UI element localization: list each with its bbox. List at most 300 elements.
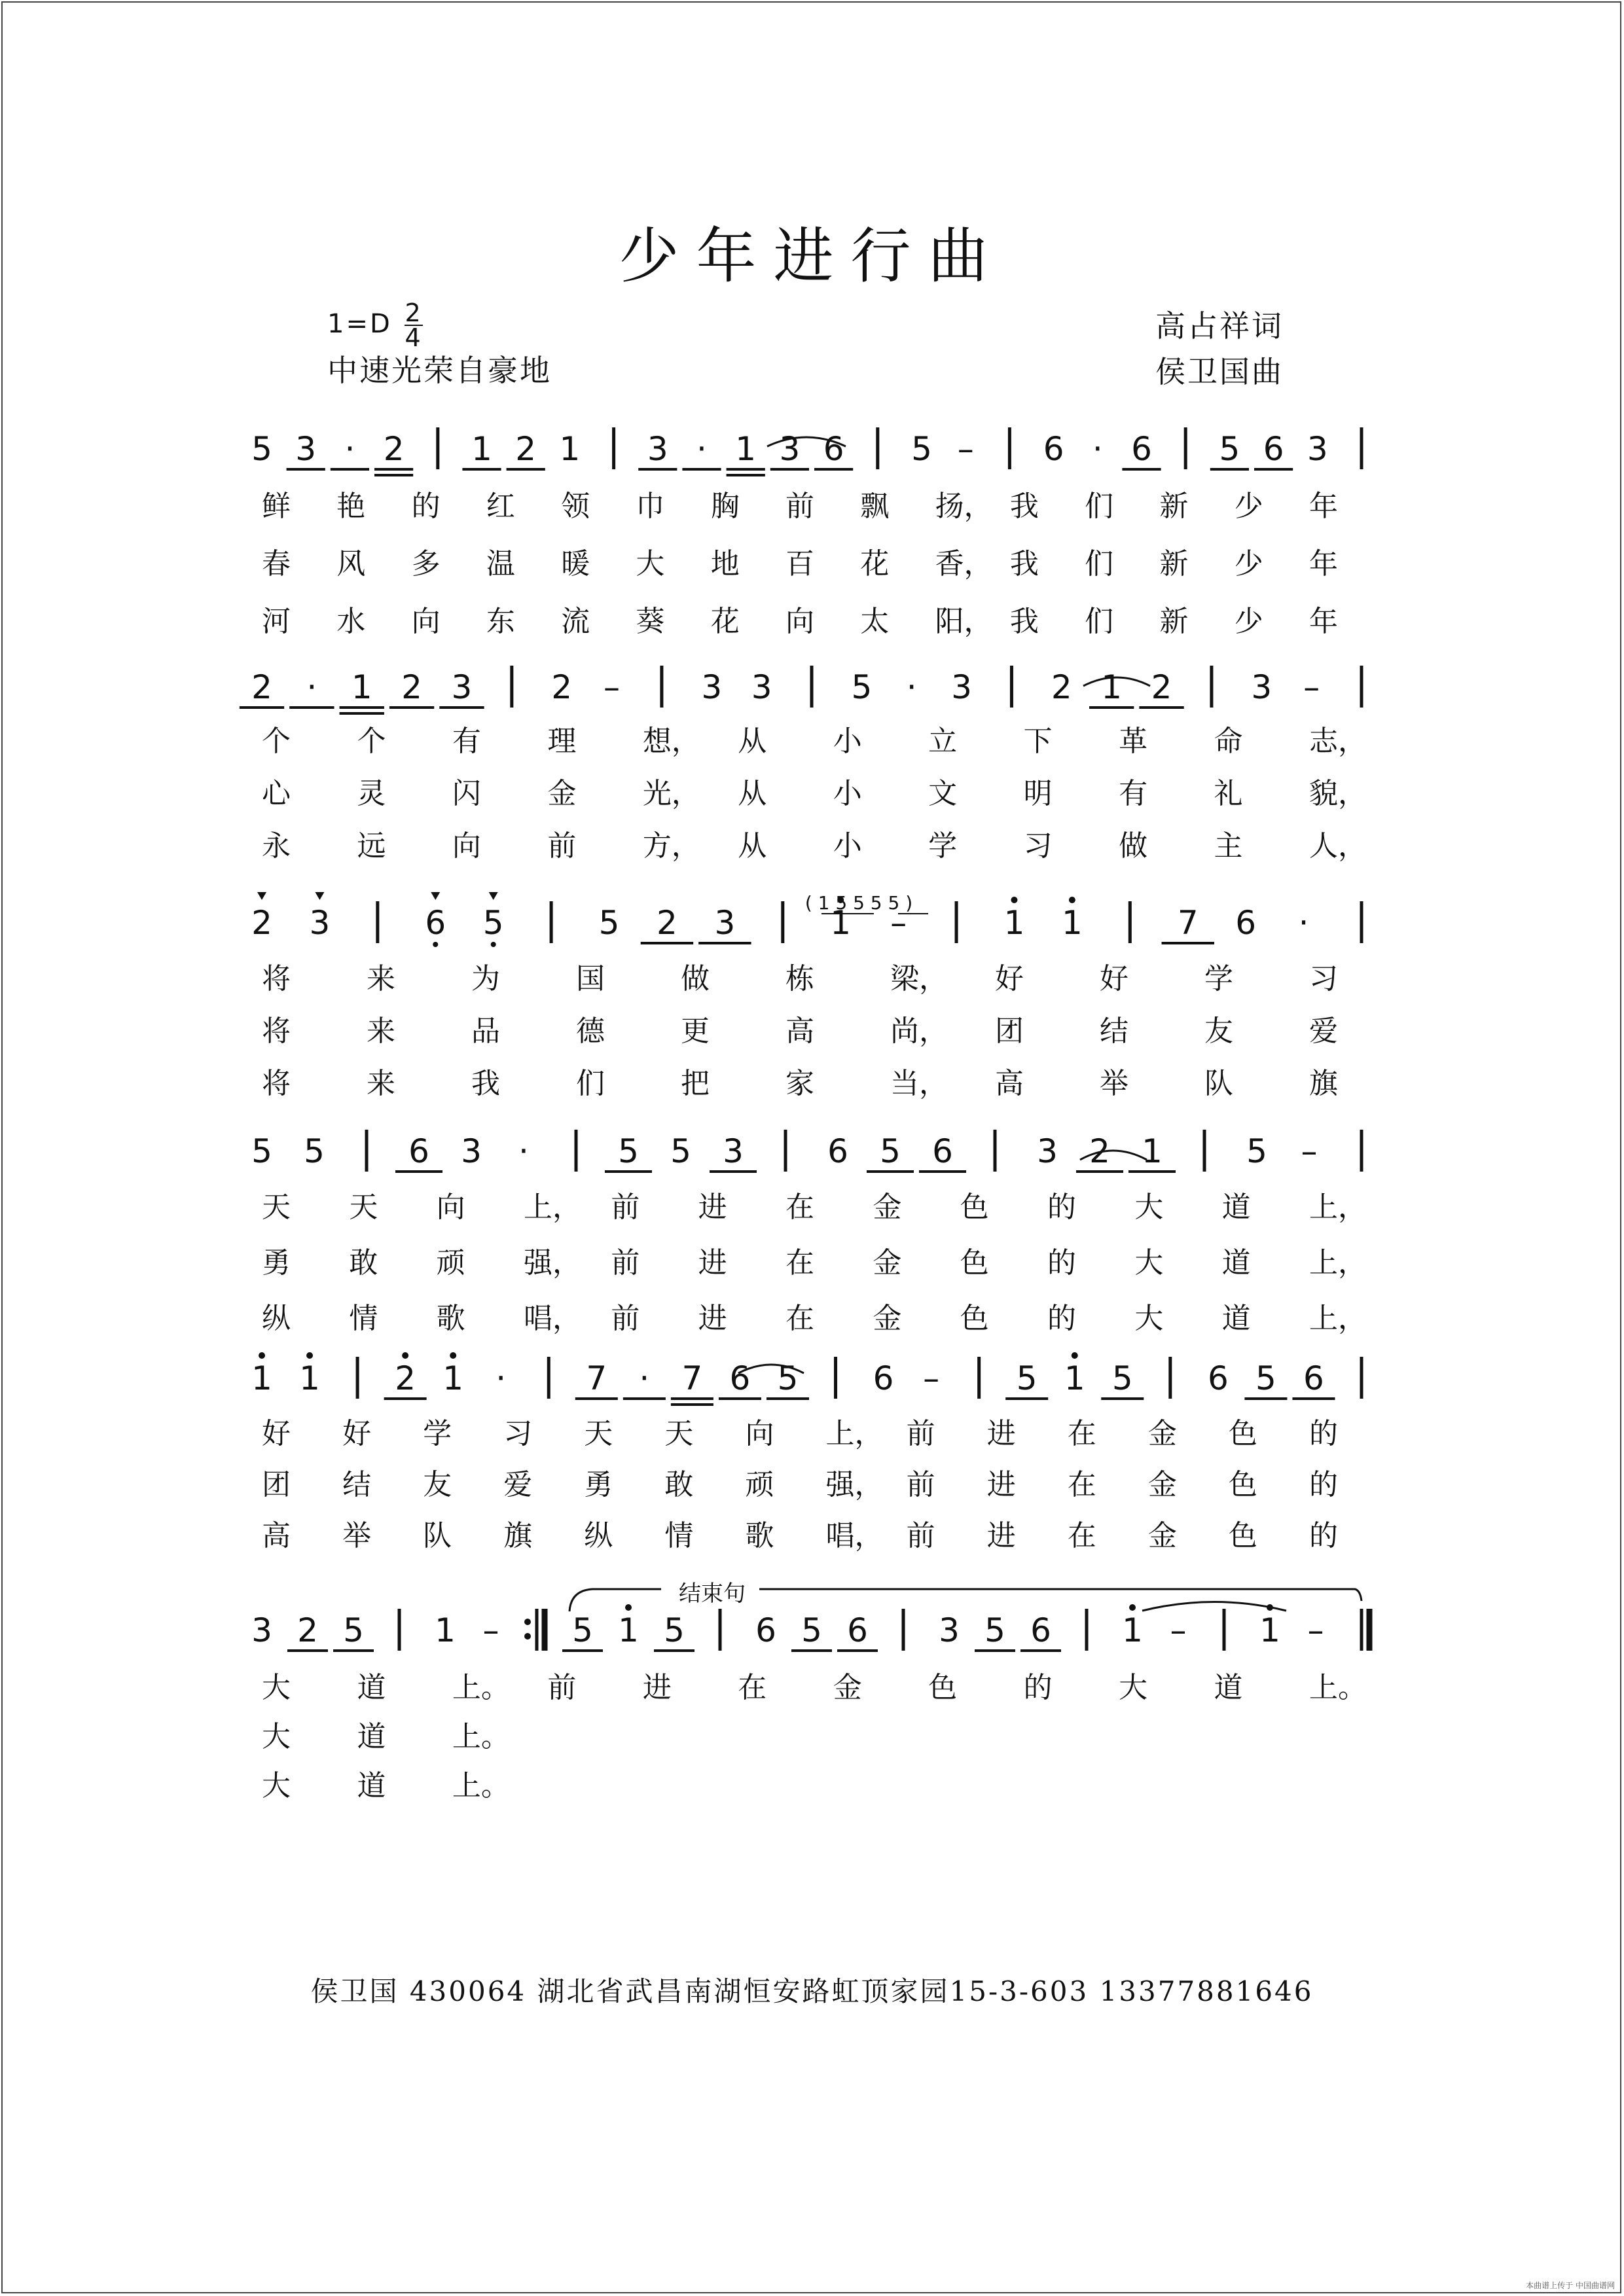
lyric-syllable: 大	[1134, 1246, 1164, 1280]
note-1: 1	[1101, 668, 1123, 706]
lyric-syllable: 金	[833, 1671, 862, 1704]
lyric-syllable: 少	[1234, 605, 1263, 638]
note-1: 1	[442, 1359, 464, 1397]
note-6: 6	[1235, 904, 1257, 942]
lyric-syllable: 向	[745, 1417, 774, 1450]
lyric-syllable: 胸	[710, 490, 740, 523]
lyric-syllable: 文	[928, 777, 958, 810]
octave-dot-low	[433, 942, 438, 947]
note-5: 5	[251, 430, 272, 468]
lyric-syllable: 进	[698, 1246, 727, 1280]
note-3: 3	[939, 1611, 960, 1649]
lyric-syllable: 领	[561, 490, 590, 523]
lyric-syllable: 从	[738, 725, 767, 758]
lyric-syllable: 礼	[1214, 777, 1243, 810]
note-3: 3	[779, 430, 801, 468]
lyric-syllable: 金	[873, 1302, 902, 1335]
lyric-syllable: 敢	[664, 1468, 694, 1501]
dash-extension: –	[604, 668, 621, 706]
lyric-syllable: 队	[1204, 1067, 1233, 1100]
lyric-syllable: 爱	[503, 1468, 533, 1501]
note-1: 1	[1061, 904, 1083, 942]
lyric-syllable: 新	[1159, 490, 1189, 523]
lyric-syllable: 上。	[452, 1720, 510, 1753]
lyric-syllable: 金	[547, 777, 577, 810]
note-1: 1	[1142, 1132, 1163, 1170]
lyric-syllable: 道	[357, 1769, 386, 1803]
key-label: 1=D	[327, 309, 392, 339]
note-5: 5	[851, 668, 873, 706]
lyric-syllable: 少	[1234, 547, 1263, 581]
lyric-syllable: 闪	[452, 777, 481, 810]
grace-notes: ( 1 5 5 5 5 )	[804, 892, 913, 914]
lyric-syllable: 强，	[825, 1468, 884, 1501]
note-1: 1	[618, 1611, 639, 1649]
lyric-syllable: 心	[262, 777, 291, 810]
accent-mark	[489, 892, 498, 900]
lyric-syllable: 大	[1134, 1191, 1164, 1224]
note-1: 1	[1003, 904, 1025, 942]
lyric-syllable: 们	[1085, 547, 1114, 581]
note-1: 1	[1259, 1611, 1280, 1649]
lyric-syllable: 勇	[262, 1246, 291, 1280]
lyric-syllable: 梁，	[890, 962, 948, 996]
lyric-syllable: 们	[576, 1067, 605, 1100]
lyric-syllable: 习	[1309, 962, 1338, 996]
lyric-syllable: 色	[1228, 1519, 1257, 1552]
dash-extension: –	[923, 1359, 940, 1397]
lyric-syllable: 色	[1228, 1417, 1257, 1450]
augmentation-dot: ·	[306, 668, 317, 706]
lyric-syllable: 家	[785, 1067, 814, 1100]
lyric-syllable: 温	[486, 547, 515, 581]
lyric-syllable: 唱，	[524, 1302, 581, 1335]
lyric-syllable: 团	[262, 1468, 291, 1501]
lyric-syllable: 爱	[1309, 1014, 1338, 1048]
augmentation-dot: ·	[344, 430, 355, 468]
note-2: 2	[1151, 668, 1172, 706]
lyric-syllable: 鲜	[262, 490, 291, 523]
note-5: 5	[1246, 1132, 1267, 1170]
lyric-syllable: 情	[349, 1302, 378, 1335]
accent-mark	[431, 892, 440, 900]
lyric-syllable: 扬，	[935, 490, 993, 523]
accent-mark	[315, 892, 324, 900]
note-3: 3	[751, 668, 772, 706]
lyric-syllable: 友	[1204, 1014, 1233, 1048]
lyric-syllable: 进	[986, 1417, 1016, 1450]
lyric-syllable: 向	[785, 605, 814, 638]
note-6: 6	[823, 430, 844, 468]
lyric-syllable: 永	[262, 829, 291, 863]
lyric-syllable: 来	[367, 1067, 395, 1100]
lyric-syllable: 色	[960, 1246, 989, 1280]
dash-extension: –	[1307, 1611, 1324, 1649]
lyric-syllable: 进	[698, 1302, 727, 1335]
lyric-syllable: 来	[367, 962, 395, 996]
lyric-syllable: 大	[262, 1769, 291, 1803]
note-6: 6	[1263, 430, 1284, 468]
lyric-syllable: 前	[611, 1191, 640, 1224]
lyric-syllable: 举	[1100, 1067, 1128, 1100]
lyric-syllable: 习	[1023, 829, 1053, 863]
lyric-syllable: 地	[710, 547, 740, 581]
dash-extension: –	[482, 1611, 499, 1649]
repeat-dot	[524, 1619, 531, 1625]
note-6: 6	[932, 1132, 953, 1170]
note-3: 3	[1307, 430, 1328, 468]
lyric-syllable: 好	[342, 1417, 372, 1450]
lyric-syllable: 做	[681, 962, 710, 996]
lyric-syllable: 大	[262, 1671, 291, 1704]
augmentation-dot: ·	[1298, 904, 1309, 942]
note-3: 3	[647, 430, 668, 468]
lyric-syllable: 金	[1147, 1468, 1177, 1501]
lyric-syllable: 高	[995, 1067, 1024, 1100]
lyric-syllable: 结	[342, 1468, 372, 1501]
lyric-syllable: 前	[785, 490, 814, 523]
lyric-syllable: 做	[1119, 829, 1148, 863]
lyric-syllable: 道	[357, 1720, 386, 1753]
note-3: 3	[295, 430, 317, 468]
note-5: 5	[618, 1132, 639, 1170]
note-6: 6	[1303, 1359, 1324, 1397]
slur-mark	[1142, 1602, 1286, 1611]
note-3: 3	[714, 904, 736, 942]
lyric-syllable: 方，	[642, 829, 700, 863]
dash-extension: –	[957, 430, 974, 468]
lyric-syllable: 巾	[636, 490, 665, 523]
lyric-syllable: 将	[262, 1014, 291, 1048]
time-sig-bottom: 4	[405, 323, 423, 352]
lyric-syllable: 勇	[584, 1468, 613, 1501]
tempo-marking: 中速光荣自豪地	[327, 353, 552, 388]
lyric-syllable: 为	[471, 962, 500, 996]
lyric-syllable: 敢	[349, 1246, 378, 1280]
lyric-syllable: 小	[833, 829, 862, 863]
lyric-syllable: 团	[995, 1014, 1024, 1048]
composer-credit: 侯卫国曲	[1155, 354, 1284, 389]
lyric-syllable: 在	[785, 1191, 814, 1224]
lyric-syllable: 在	[785, 1246, 814, 1280]
lyric-syllable: 人，	[1309, 829, 1367, 863]
lyric-syllable: 天	[664, 1417, 694, 1450]
lyric-syllable: 上。	[1309, 1671, 1367, 1704]
lyric-syllable: 顽	[745, 1468, 774, 1501]
note-1: 1	[351, 668, 372, 706]
note-3: 3	[1037, 1132, 1058, 1170]
score-system-1	[251, 427, 1362, 475]
score-system-2	[240, 666, 1362, 713]
lyric-syllable: 结	[1100, 1014, 1128, 1048]
note-1: 1	[559, 430, 581, 468]
lyric-syllable: 上，	[1309, 1302, 1367, 1335]
time-sig-top: 2	[405, 298, 423, 327]
lyric-syllable: 暖	[561, 547, 590, 581]
lyric-syllable: 河	[262, 605, 291, 638]
lyric-syllable: 们	[1085, 605, 1114, 638]
lyric-syllable: 远	[357, 829, 386, 863]
note-3: 3	[251, 1611, 272, 1649]
lyric-syllable: 天	[349, 1191, 378, 1224]
corner-watermark: 本曲谱上传于 中国曲谱网	[1526, 2281, 1615, 2290]
note-1: 1	[299, 1359, 320, 1397]
song-title: 少年进行曲	[619, 221, 1005, 291]
dash-extension: –	[1301, 1132, 1318, 1170]
lyric-syllable: 前	[547, 1671, 577, 1704]
note-3: 3	[701, 668, 723, 706]
lyric-syllable: 前	[906, 1417, 935, 1450]
note-3: 3	[723, 1132, 744, 1170]
lyric-syllable: 前	[547, 829, 577, 863]
lyric-syllable: 品	[471, 1014, 500, 1048]
note-5: 5	[801, 1611, 822, 1649]
lyric-syllable: 貌，	[1309, 777, 1367, 810]
lyric-syllable: 情	[664, 1519, 694, 1552]
lyric-syllable: 前	[611, 1302, 640, 1335]
lyric-syllable: 水	[336, 605, 366, 638]
note-1: 1	[251, 1359, 272, 1397]
lyric-syllable: 在	[1067, 1468, 1096, 1501]
lyric-syllable: 向	[452, 829, 481, 863]
lyric-syllable: 色	[960, 1302, 989, 1335]
lyric-syllable: 色	[928, 1671, 958, 1704]
lyric-syllable: 高	[262, 1519, 291, 1552]
lyric-syllable: 少	[1234, 490, 1263, 523]
lyric-syllable: 的	[1309, 1468, 1338, 1501]
lyric-syllable: 在	[785, 1302, 814, 1335]
lyric-syllable: 顽	[436, 1246, 465, 1280]
dash-extension: –	[1303, 668, 1320, 706]
lyric-syllable: 的	[1047, 1302, 1076, 1335]
lyric-syllable: 歌	[436, 1302, 465, 1335]
note-5: 5	[304, 1132, 325, 1170]
note-1: 1	[1064, 1359, 1085, 1397]
lyric-syllable: 高	[785, 1014, 814, 1048]
octave-dot-high	[1129, 1604, 1136, 1611]
lyric-syllable: 唱，	[825, 1519, 884, 1552]
accent-mark	[257, 892, 266, 900]
note-5: 5	[984, 1611, 1005, 1649]
note-5: 5	[482, 904, 504, 942]
lyric-syllable: 前	[906, 1519, 935, 1552]
lyric-syllable: 花	[860, 547, 890, 581]
lyric-syllable: 的	[1309, 1519, 1338, 1552]
lyric-syllable: 在	[1067, 1519, 1096, 1552]
note-5: 5	[343, 1611, 364, 1649]
lyric-syllable: 个	[262, 725, 291, 758]
lyric-syllable: 金	[873, 1191, 902, 1224]
lyric-syllable: 百	[785, 547, 814, 581]
lyric-syllable: 明	[1023, 777, 1053, 810]
note-2: 2	[1089, 1132, 1110, 1170]
lyric-syllable: 学	[423, 1417, 452, 1450]
note-5: 5	[1255, 1359, 1276, 1397]
lyric-syllable: 道	[1221, 1191, 1251, 1224]
lyric-syllable: 大	[636, 547, 665, 581]
lyric-syllable: 的	[411, 490, 441, 523]
note-3: 3	[461, 1132, 482, 1170]
note-5: 5	[670, 1132, 691, 1170]
lyric-syllable: 道	[1214, 1671, 1243, 1704]
note-6: 6	[1043, 430, 1064, 468]
lyric-syllable: 多	[411, 547, 441, 581]
augmentation-dot: ·	[906, 668, 917, 706]
lyric-syllable: 天	[584, 1417, 613, 1450]
note-1: 1	[435, 1611, 456, 1649]
octave-dot-high	[450, 1352, 456, 1359]
lyric-syllable: 的	[1023, 1671, 1053, 1704]
lyric-syllable: 我	[471, 1067, 500, 1100]
lyric-syllable: 的	[1047, 1246, 1076, 1280]
lyric-syllable: 更	[681, 1014, 710, 1048]
score-system-6	[251, 1604, 1369, 1651]
lyric-syllable: 个	[357, 725, 386, 758]
lyric-syllable: 在	[738, 1671, 767, 1704]
lyric-syllable: 习	[503, 1417, 533, 1450]
lyric-syllable: 上，	[825, 1417, 884, 1450]
note-6: 6	[755, 1611, 776, 1649]
lyric-syllable: 东	[486, 605, 515, 638]
ending-bracket	[569, 1589, 661, 1611]
lyric-syllable: 好	[1100, 962, 1128, 996]
lyric-syllable: 阳，	[935, 605, 993, 638]
lyric-syllable: 命	[1214, 725, 1243, 758]
lyric-syllable: 学	[928, 829, 958, 863]
note-5: 5	[911, 430, 932, 468]
lyric-syllable: 上。	[452, 1769, 510, 1803]
note-1: 1	[1122, 1611, 1143, 1649]
ending-label: 结束句	[679, 1581, 746, 1607]
lyric-syllable: 小	[833, 777, 862, 810]
lyric-syllable: 志，	[1309, 725, 1367, 758]
lyric-syllable: 道	[357, 1671, 386, 1704]
lyric-syllable: 纵	[584, 1519, 613, 1552]
lyric-syllable: 的	[1047, 1191, 1076, 1224]
note-2: 2	[657, 904, 677, 942]
lyric-syllable: 红	[486, 490, 515, 523]
lyric-syllable: 歌	[745, 1519, 774, 1552]
lyric-syllable: 花	[710, 605, 740, 638]
lyric-syllable: 年	[1309, 490, 1338, 523]
note-7: 7	[681, 1359, 703, 1397]
lyric-syllable: 理	[547, 725, 577, 758]
note-5: 5	[1111, 1359, 1133, 1397]
lyric-syllable: 灵	[357, 777, 386, 810]
note-6: 6	[729, 1359, 751, 1397]
lyric-syllable: 进	[698, 1191, 727, 1224]
lyricist-credit: 高占祥词	[1155, 308, 1284, 344]
note-1: 1	[471, 430, 492, 468]
octave-dot-high	[259, 1352, 265, 1359]
lyric-syllable: 主	[1214, 829, 1243, 863]
lyric-syllable: 色	[1228, 1468, 1257, 1501]
octave-dot-high	[625, 1604, 632, 1611]
note-2: 2	[251, 668, 272, 706]
note-6: 6	[1207, 1359, 1229, 1397]
lyric-syllable: 立	[928, 725, 958, 758]
lyric-syllable: 上，	[1309, 1191, 1367, 1224]
note-2: 2	[395, 1359, 416, 1397]
octave-dot-high	[1072, 1352, 1078, 1359]
lyric-syllable: 好	[995, 962, 1024, 996]
lyric-syllable: 我	[1009, 547, 1039, 581]
lyric-syllable: 我	[1009, 490, 1039, 523]
lyric-syllable: 纵	[262, 1302, 291, 1335]
lyric-syllable: 在	[1067, 1417, 1096, 1450]
note-1: 1	[735, 430, 757, 468]
lyric-syllable: 从	[738, 777, 767, 810]
augmentation-dot: ·	[518, 1132, 529, 1170]
lyric-syllable: 们	[1085, 490, 1114, 523]
octave-dot-high	[1011, 897, 1017, 903]
note-6: 6	[847, 1611, 868, 1649]
lyric-syllable: 栋	[785, 962, 814, 996]
note-2: 2	[383, 430, 405, 468]
note-5: 5	[251, 1132, 272, 1170]
lyric-syllable: 有	[1119, 777, 1148, 810]
lyric-syllable: 新	[1159, 547, 1189, 581]
contact-footer: 侯卫国 430064 湖北省武昌南湖恒安路虹顶家园15-3-603 13377881646	[310, 1975, 1314, 2007]
augmentation-dot: ·	[496, 1359, 507, 1397]
note-3: 3	[1251, 668, 1272, 706]
lyric-syllable: 友	[423, 1468, 452, 1501]
lyric-syllable: 年	[1309, 547, 1338, 581]
lyric-syllable: 上，	[524, 1191, 581, 1224]
note-2: 2	[401, 668, 422, 706]
lyric-syllable: 有	[452, 725, 481, 758]
lyric-syllable: 前	[611, 1246, 640, 1280]
lyric-syllable: 葵	[636, 605, 665, 638]
lyric-syllable: 上，	[1309, 1246, 1367, 1280]
lyric-syllable: 大	[1134, 1302, 1164, 1335]
lyric-syllable: 把	[681, 1067, 710, 1100]
lyric-syllable: 太	[860, 605, 890, 638]
note-3: 3	[309, 904, 331, 942]
lyric-syllable: 尚，	[890, 1014, 948, 1048]
lyric-syllable: 将	[262, 1067, 291, 1100]
lyric-syllable: 向	[436, 1191, 465, 1224]
lyric-syllable: 小	[833, 725, 862, 758]
note-5: 5	[598, 904, 620, 942]
lyric-syllable: 春	[262, 547, 291, 581]
lyric-syllable: 金	[1147, 1519, 1177, 1552]
lyric-syllable: 进	[986, 1519, 1016, 1552]
lyric-syllable: 国	[576, 962, 605, 996]
lyric-syllable: 艳	[336, 490, 366, 523]
lyric-syllable: 新	[1159, 605, 1189, 638]
lyric-syllable: 天	[262, 1191, 291, 1224]
note-6: 6	[827, 1132, 848, 1170]
note-7: 7	[1177, 904, 1199, 942]
lyric-syllable: 学	[1204, 962, 1233, 996]
note-1: 1	[830, 904, 852, 942]
lyric-syllable: 的	[1309, 1417, 1338, 1450]
lyric-syllable: 从	[738, 829, 767, 863]
note-3: 3	[951, 668, 972, 706]
lyric-syllable: 飘	[860, 490, 890, 523]
lyric-syllable: 来	[367, 1014, 395, 1048]
lyric-syllable: 色	[960, 1191, 989, 1224]
note-6: 6	[1030, 1611, 1051, 1649]
lyric-syllable: 下	[1023, 725, 1053, 758]
augmentation-dot: ·	[639, 1359, 650, 1397]
lyric-syllable: 光，	[642, 777, 700, 810]
lyric-syllable: 大	[262, 1720, 291, 1753]
lyric-syllable: 金	[873, 1246, 902, 1280]
lyric-syllable: 前	[906, 1468, 935, 1501]
note-2: 2	[551, 668, 573, 706]
